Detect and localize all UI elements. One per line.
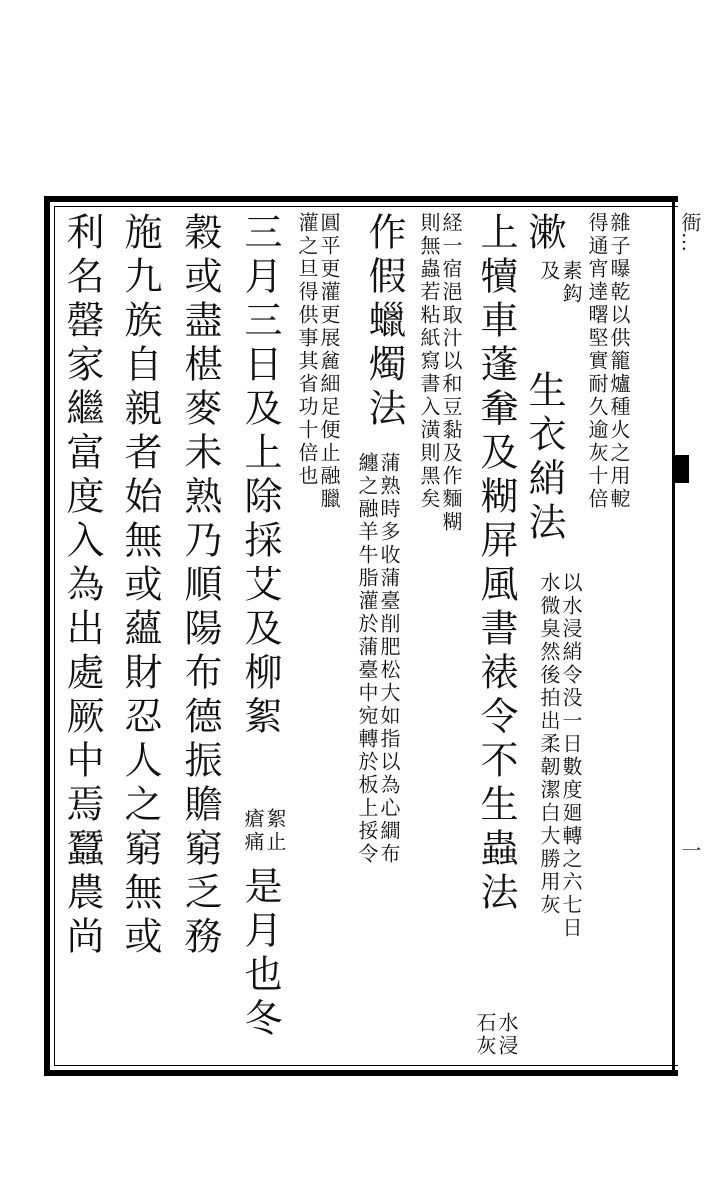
note-line: 瘡痛	[241, 808, 265, 854]
note-line: 圓平更灌更展麄細足便止融臘	[317, 212, 341, 511]
note-line: 水浸	[495, 1012, 519, 1058]
note-line: 水微臭然後拍出柔韌潔白大勝用灰	[537, 572, 561, 917]
main-text: 施九族自親者始無或蘊財忍人之窮無或	[118, 212, 162, 960]
note-line: 経一宿浥取汁以和豆黏及作麵糊	[439, 212, 463, 534]
text-column-9	[120, 212, 160, 960]
note-line: 纏之融羊牛脂灌於蒲臺中宛轉於板上挼令	[355, 452, 379, 866]
main-text: 利名罄家繼富度入為出處厥中焉蠶農尚	[60, 212, 104, 960]
main-text-segment	[240, 866, 280, 1042]
inline-note	[356, 452, 400, 866]
note-line: 石灰	[473, 1012, 497, 1058]
note-line: 得通宵達曙堅實耐久逾灰十倍	[585, 212, 609, 511]
main-text: 穀或盡椹麥未熟乃順陽布德振贍窮乏務	[178, 212, 222, 960]
text-column-8	[180, 212, 220, 960]
note-line: 雜子曝乾以供籠爐種火之用軶	[607, 212, 631, 511]
inline-note	[538, 572, 582, 940]
note-line: 及	[537, 260, 561, 283]
fold-marker	[675, 455, 689, 483]
note-line: 以水浸綃令没一日數度廻轉之六七日	[559, 572, 583, 940]
text-column-4	[418, 212, 462, 534]
text-column-3	[476, 212, 516, 916]
note-line: 絮止	[263, 808, 287, 854]
main-text: 上犢車蓬軬及糊屏風書裱令不生蟲法	[474, 212, 518, 916]
main-text: 漱	[522, 212, 566, 256]
text-column-1	[586, 212, 630, 511]
fold-text-top: 衙…	[678, 212, 702, 252]
page-fold-rule	[672, 196, 675, 1076]
inline-note	[538, 260, 582, 306]
fold-text-bottom: 一	[678, 840, 702, 860]
inline-note	[474, 1012, 518, 1058]
main-text: 三月三日及上除採艾及柳絮	[238, 212, 282, 740]
inline-note	[242, 808, 286, 854]
note-line: 則無蟲若粘紙寫書入潢則黑矣	[417, 212, 441, 511]
text-column-5	[364, 212, 404, 432]
main-text: 生衣綃法	[522, 370, 566, 546]
text-column-7	[240, 212, 280, 740]
text-column-6	[296, 212, 340, 511]
main-text: 作假蠟燭法	[362, 212, 406, 432]
text-column-2	[524, 212, 564, 256]
text-column-10	[62, 212, 102, 960]
note-line: 蒲熟時多收蒲臺削肥松大如指以為心繝布	[377, 452, 401, 866]
main-text: 是月也冬	[238, 866, 282, 1042]
note-line: 灌之旦得供事其省功十倍也	[295, 212, 319, 488]
main-text-segment	[524, 370, 564, 546]
note-line: 素鈎	[559, 260, 583, 306]
